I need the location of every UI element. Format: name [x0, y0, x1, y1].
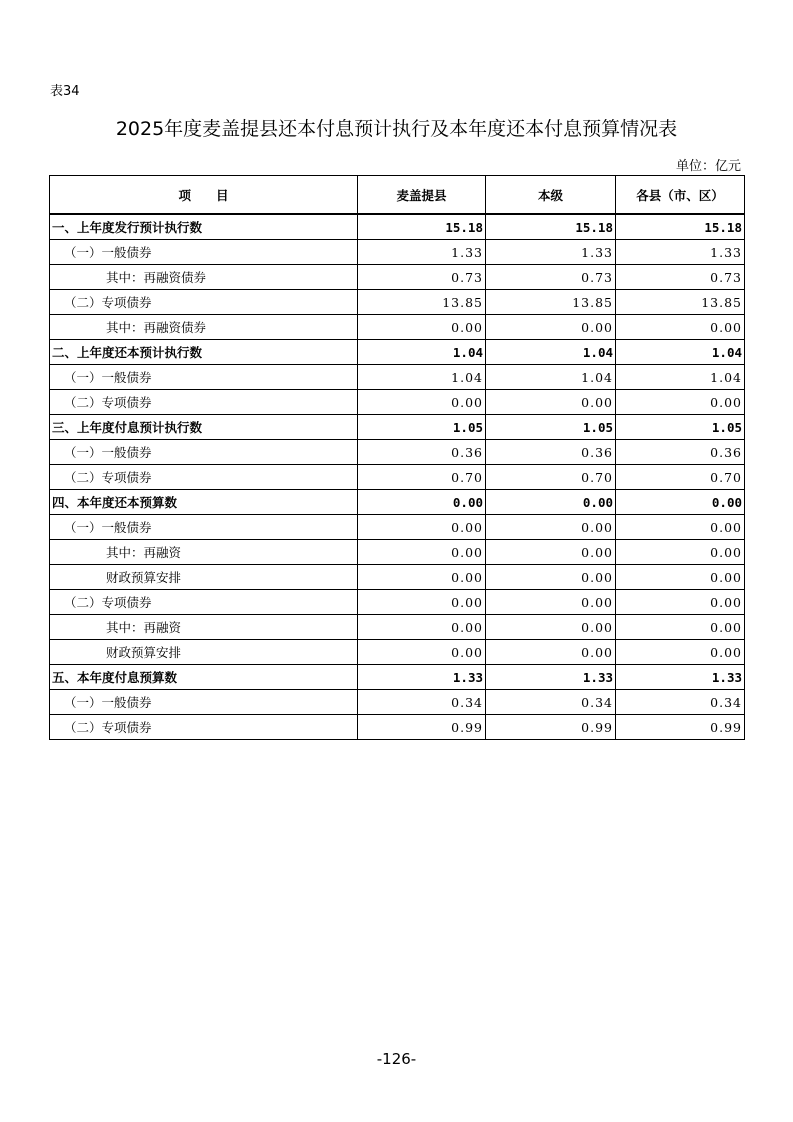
row-label: 二、上年度还本预计执行数 — [50, 340, 358, 365]
value-own-level: 0.00 — [486, 590, 616, 615]
table-row — [50, 440, 745, 465]
table-row — [50, 290, 745, 315]
page-title: 2025年度麦盖提县还本付息预计执行及本年度还本付息预算情况表 — [115, 118, 678, 140]
row-label: （一）一般债券 — [50, 240, 358, 265]
value-county-total: 15.18 — [358, 214, 486, 240]
row-label: （一）一般债券 — [50, 440, 358, 465]
header-item: 项 目 — [50, 176, 358, 215]
unit-label: 单位：亿元 — [675, 159, 741, 174]
value-own-level: 1.04 — [486, 340, 616, 365]
value-subcounties: 1.04 — [616, 340, 745, 365]
value-own-level: 0.00 — [486, 515, 616, 540]
row-label: （二）专项债券 — [50, 465, 358, 490]
row-label: 其中：再融资 — [50, 540, 358, 565]
value-own-level: 0.34 — [486, 690, 616, 715]
table-body — [50, 214, 745, 740]
value-subcounties: 0.00 — [616, 590, 745, 615]
value-own-level: 0.70 — [486, 465, 616, 490]
row-label: （二）专项债券 — [50, 715, 358, 740]
table-row — [50, 565, 745, 590]
table-row — [50, 490, 745, 515]
value-county-total: 0.70 — [358, 465, 486, 490]
value-subcounties: 13.85 — [616, 290, 745, 315]
value-county-total: 0.00 — [358, 315, 486, 340]
row-label: 其中：再融资 — [50, 615, 358, 640]
value-own-level: 15.18 — [486, 214, 616, 240]
table-row — [50, 415, 745, 440]
table-row — [50, 515, 745, 540]
row-label: 五、本年度付息预算数 — [50, 665, 358, 690]
table-row — [50, 640, 745, 665]
row-label: 四、本年度还本预算数 — [50, 490, 358, 515]
table-row — [50, 365, 745, 390]
value-own-level: 0.00 — [486, 390, 616, 415]
value-subcounties: 0.70 — [616, 465, 745, 490]
value-own-level: 0.00 — [486, 565, 616, 590]
value-own-level: 0.00 — [486, 615, 616, 640]
value-subcounties: 0.00 — [616, 390, 745, 415]
row-label: （一）一般债券 — [50, 690, 358, 715]
value-subcounties: 0.00 — [616, 640, 745, 665]
value-own-level: 0.99 — [486, 715, 616, 740]
header-county-total: 麦盖提县 — [358, 176, 486, 215]
header-own-level: 本级 — [486, 176, 616, 215]
value-subcounties: 0.36 — [616, 440, 745, 465]
value-subcounties: 1.04 — [616, 365, 745, 390]
value-own-level: 0.00 — [486, 490, 616, 515]
row-label: （二）专项债券 — [50, 390, 358, 415]
value-county-total: 0.00 — [358, 540, 486, 565]
row-label: （一）一般债券 — [50, 365, 358, 390]
row-label: （一）一般债券 — [50, 515, 358, 540]
value-county-total: 0.00 — [358, 615, 486, 640]
value-county-total: 0.73 — [358, 265, 486, 290]
table-row — [50, 390, 745, 415]
value-county-total: 0.00 — [358, 515, 486, 540]
value-own-level: 0.73 — [486, 265, 616, 290]
value-county-total: 0.34 — [358, 690, 486, 715]
value-subcounties: 0.00 — [616, 615, 745, 640]
row-label: 其中：再融资债券 — [50, 315, 358, 340]
table-header-row — [50, 176, 745, 215]
value-subcounties: 1.33 — [616, 665, 745, 690]
header-subcounties: 各县（市、区） — [616, 176, 745, 215]
value-county-total: 0.99 — [358, 715, 486, 740]
row-label: 三、上年度付息预计执行数 — [50, 415, 358, 440]
value-county-total: 1.05 — [358, 415, 486, 440]
value-subcounties: 0.00 — [616, 540, 745, 565]
value-own-level: 1.33 — [486, 665, 616, 690]
table-row — [50, 214, 745, 240]
debt-table — [49, 175, 745, 740]
value-subcounties: 0.34 — [616, 690, 745, 715]
value-subcounties: 1.05 — [616, 415, 745, 440]
value-county-total: 1.04 — [358, 365, 486, 390]
value-subcounties: 0.00 — [616, 515, 745, 540]
value-county-total: 0.00 — [358, 565, 486, 590]
value-county-total: 1.33 — [358, 240, 486, 265]
row-label: （二）专项债券 — [50, 290, 358, 315]
value-county-total: 13.85 — [358, 290, 486, 315]
value-subcounties: 15.18 — [616, 214, 745, 240]
table-row — [50, 315, 745, 340]
value-county-total: 0.36 — [358, 440, 486, 465]
value-own-level: 0.00 — [486, 315, 616, 340]
value-subcounties: 0.99 — [616, 715, 745, 740]
value-county-total: 0.00 — [358, 490, 486, 515]
value-subcounties: 0.73 — [616, 265, 745, 290]
value-own-level: 0.00 — [486, 540, 616, 565]
value-own-level: 0.36 — [486, 440, 616, 465]
value-county-total: 0.00 — [358, 590, 486, 615]
value-county-total: 0.00 — [358, 390, 486, 415]
value-own-level: 1.04 — [486, 365, 616, 390]
table-number: 表34 — [50, 84, 80, 99]
value-subcounties: 0.00 — [616, 490, 745, 515]
value-county-total: 1.04 — [358, 340, 486, 365]
table-row — [50, 265, 745, 290]
row-label: 其中：再融资债券 — [50, 265, 358, 290]
value-subcounties: 0.00 — [616, 315, 745, 340]
value-county-total: 0.00 — [358, 640, 486, 665]
row-label: 财政预算安排 — [50, 565, 358, 590]
table-row — [50, 340, 745, 365]
value-own-level: 1.05 — [486, 415, 616, 440]
table-row — [50, 715, 745, 740]
row-label: 财政预算安排 — [50, 640, 358, 665]
table-row — [50, 665, 745, 690]
row-label: （二）专项债券 — [50, 590, 358, 615]
value-subcounties: 1.33 — [616, 240, 745, 265]
value-county-total: 1.33 — [358, 665, 486, 690]
row-label: 一、上年度发行预计执行数 — [50, 214, 358, 240]
page-number: -126- — [376, 1050, 417, 1068]
value-subcounties: 0.00 — [616, 565, 745, 590]
table-row — [50, 240, 745, 265]
table-row — [50, 690, 745, 715]
table-row — [50, 590, 745, 615]
value-own-level: 0.00 — [486, 640, 616, 665]
table-row — [50, 540, 745, 565]
table-row — [50, 465, 745, 490]
table-row — [50, 615, 745, 640]
value-own-level: 13.85 — [486, 290, 616, 315]
value-own-level: 1.33 — [486, 240, 616, 265]
